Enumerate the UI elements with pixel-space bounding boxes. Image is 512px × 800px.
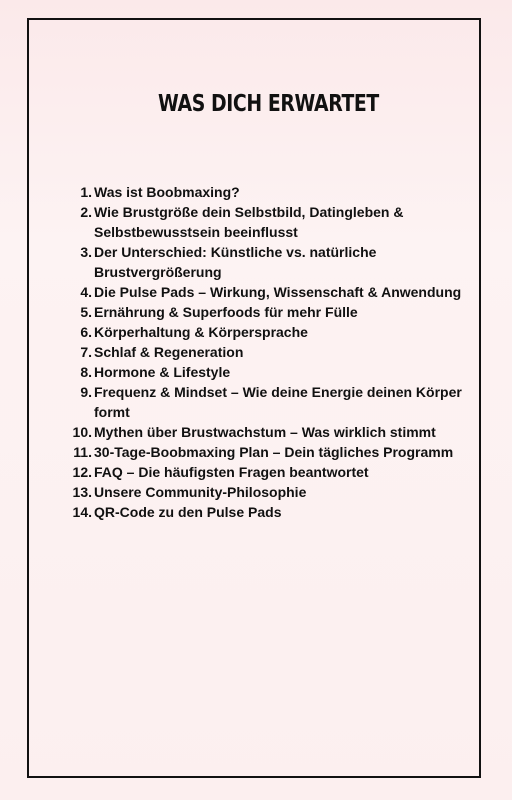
toc-item-number: 10. (72, 424, 92, 440)
toc-item (67, 362, 467, 382)
toc-item-number: 14. (72, 504, 92, 520)
toc-item-text: Hormone & Lifestyle (94, 364, 231, 380)
toc-item (67, 442, 467, 462)
toc-item (67, 462, 467, 482)
toc-item-text: Ernährung & Superfoods für mehr Fülle (94, 304, 358, 320)
toc-item-number: 6. (80, 324, 92, 340)
toc-item-text: Wie Brustgröße dein Selbstbild, Datingleben & Selbstbewusstsein beeinflusst (94, 204, 404, 240)
page-title: WAS DICH ERWARTET (158, 91, 379, 117)
toc-item-number: 9. (80, 384, 92, 400)
toc-item (67, 422, 467, 442)
toc-item-text: Der Unterschied: Künstliche vs. natürliche Brustvergrößerung (94, 244, 377, 280)
toc-item (67, 242, 467, 282)
table-of-contents (67, 182, 467, 522)
toc-item-text: Was ist Boobmaxing? (94, 184, 240, 200)
toc-item-text: Unsere Community-Philosophie (94, 484, 307, 500)
page-frame (27, 18, 481, 778)
toc-item (67, 482, 467, 502)
toc-item-number: 13. (72, 484, 92, 500)
toc-item-text: Frequenz & Mindset – Wie deine Energie deinen Körper formt (94, 384, 462, 420)
toc-item-number: 2. (80, 204, 92, 220)
toc-item-text: 30-Tage-Boobmaxing Plan – Dein tägliches Programm (94, 444, 454, 460)
toc-item (67, 342, 467, 362)
toc-item (67, 282, 467, 302)
toc-item-text: Körperhaltung & Körpersprache (94, 324, 308, 340)
toc-item-number: 3. (80, 244, 92, 260)
toc-item (67, 202, 467, 242)
toc-item-text: Schlaf & Regeneration (94, 344, 244, 360)
toc-item (67, 182, 467, 202)
toc-item-text: FAQ – Die häufigsten Fragen beantwortet (94, 464, 369, 480)
toc-item-number: 7. (80, 344, 92, 360)
toc-item-number: 12. (72, 464, 92, 480)
toc-item-number: 4. (80, 284, 92, 300)
toc-item-text: QR-Code zu den Pulse Pads (94, 504, 282, 520)
toc-item-number: 5. (80, 304, 92, 320)
toc-item-number: 11. (73, 444, 92, 460)
toc-item-number: 1. (80, 184, 92, 200)
toc-item (67, 322, 467, 342)
toc-item-number: 8. (80, 364, 92, 380)
toc-item-text: Die Pulse Pads – Wirkung, Wissenschaft & Anwendung (94, 284, 462, 300)
toc-item (67, 502, 467, 522)
toc-item-text: Mythen über Brustwachstum – Was wirklich stimmt (94, 424, 436, 440)
toc-item (67, 302, 467, 322)
toc-item (67, 382, 467, 422)
